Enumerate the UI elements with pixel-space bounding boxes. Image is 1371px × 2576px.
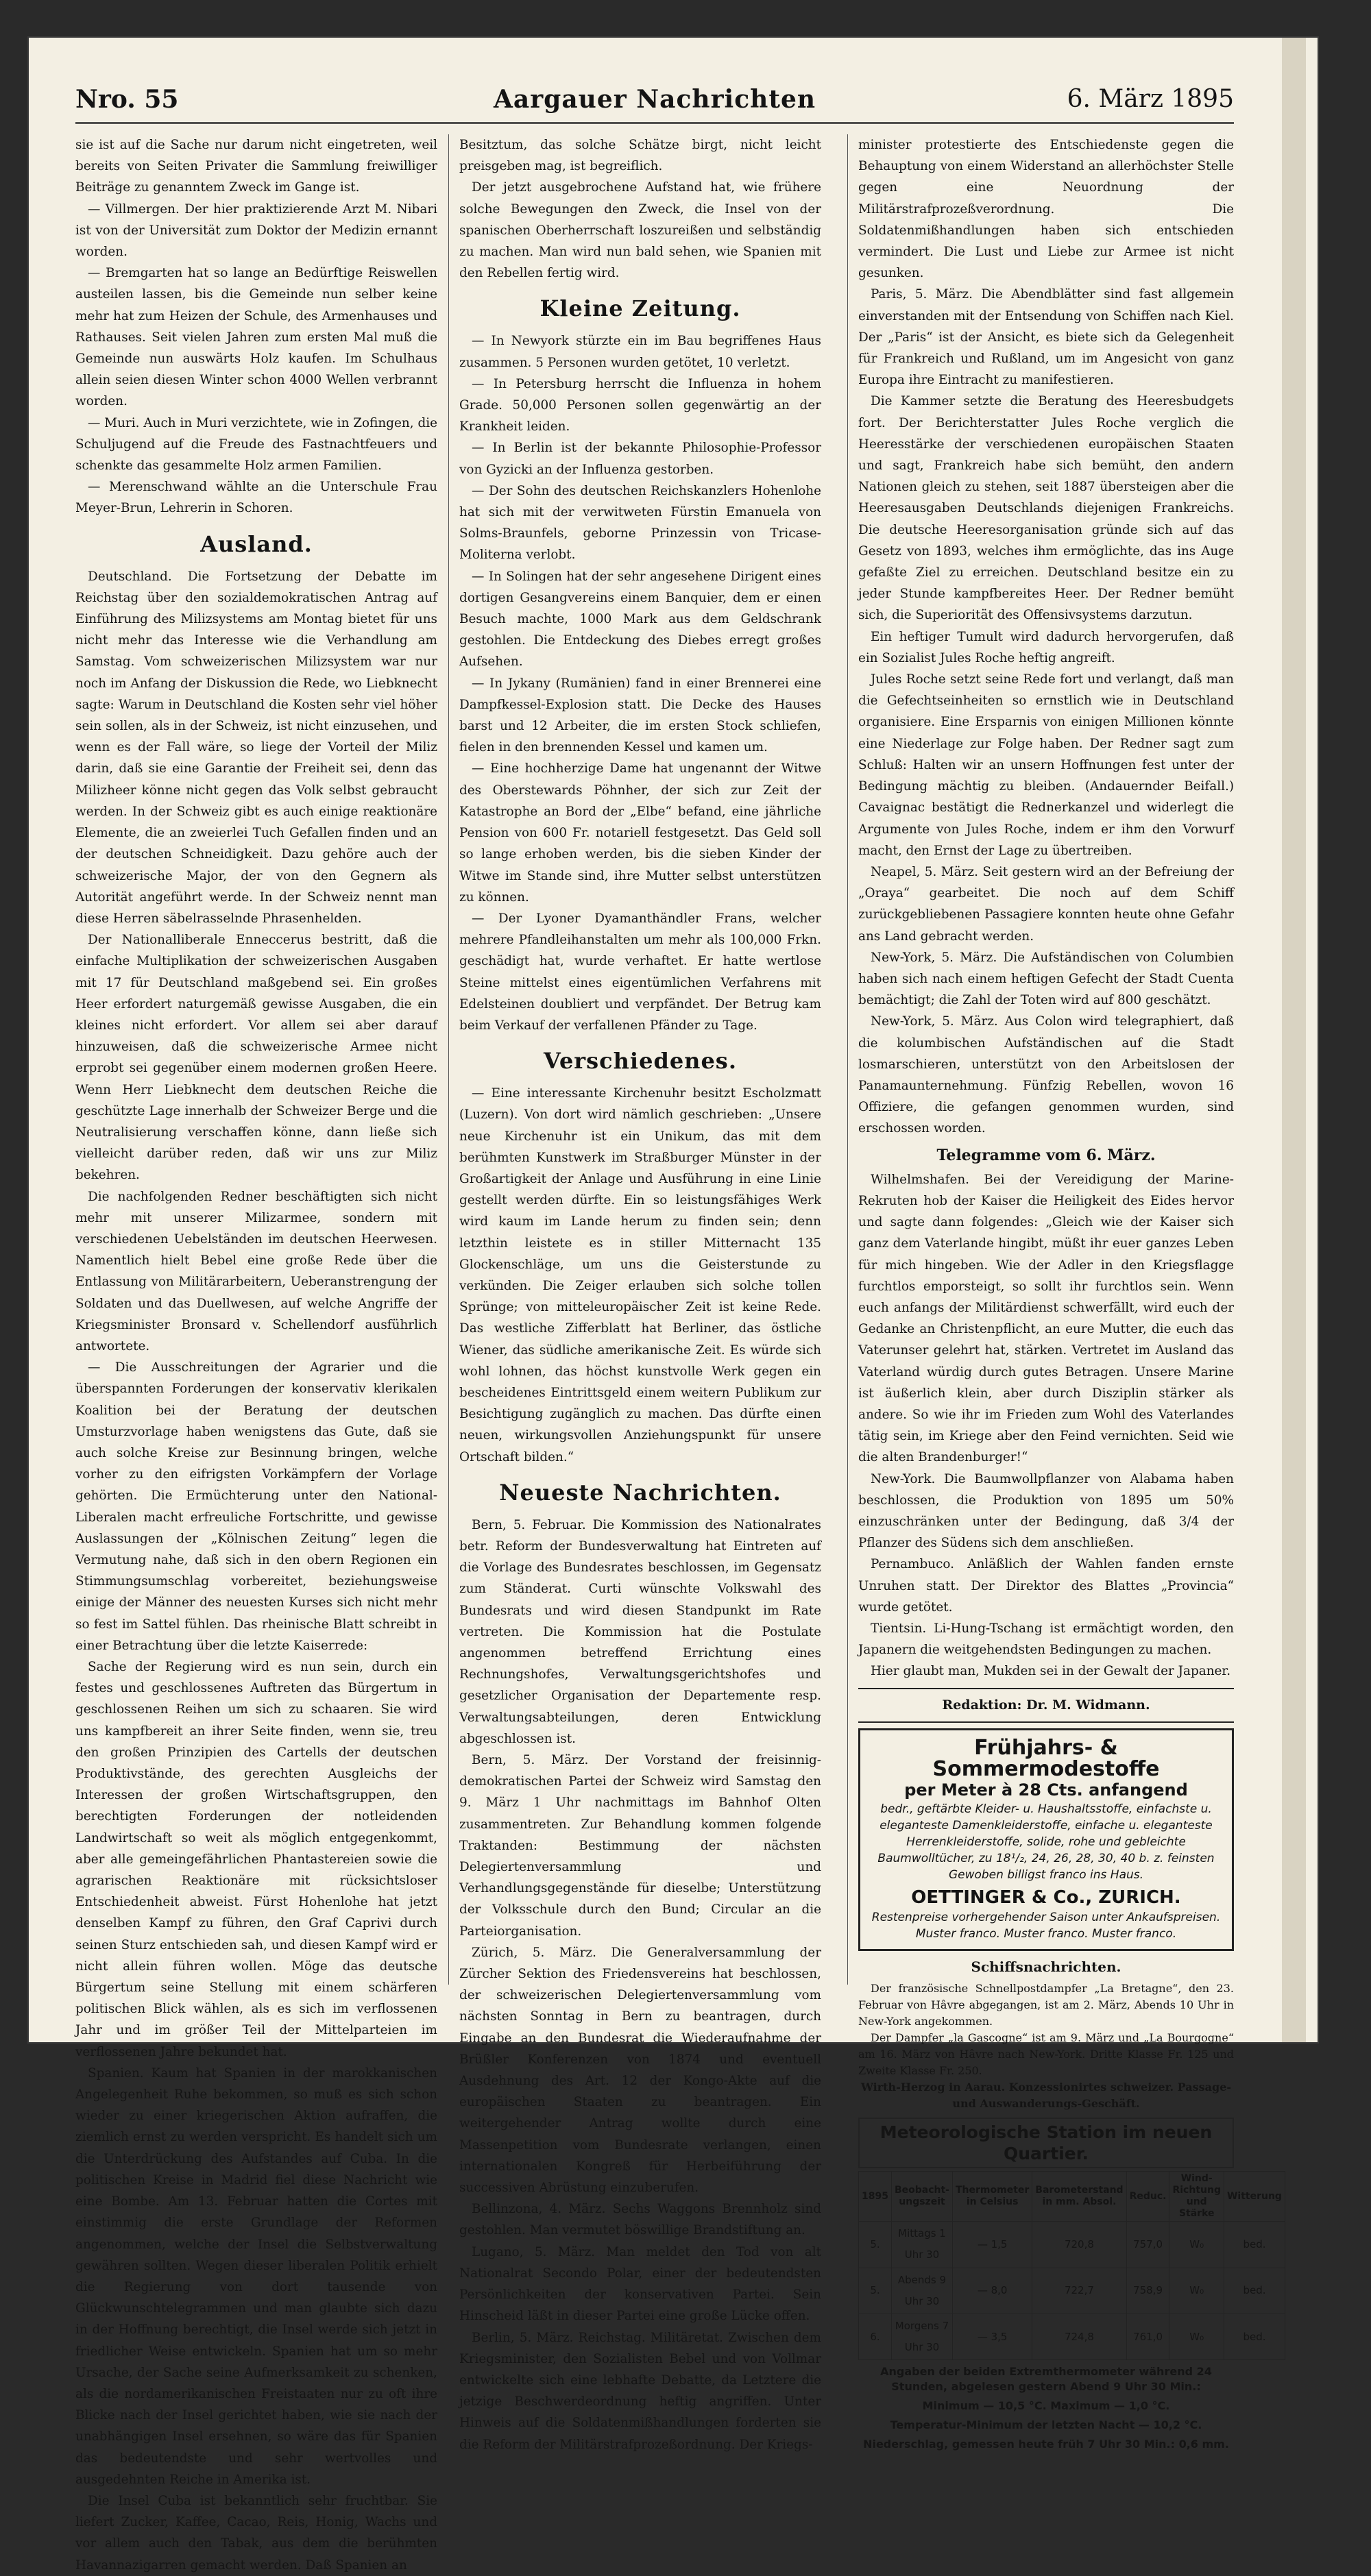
table-cell: 757,0 <box>1126 2222 1169 2268</box>
paragraph: Jules Roche setzt seine Rede fort und verlangt, daß man die Gefechtseinheiten so ernstlich wie in Deutschland organisiere. Eine Ersparnis von einigen Millionen könnte eine Niederlage zur Folge haben. Der Redner sagt zum Schluß: Halten wir an unsern Hoffnungen fest unter der Bedingung mächtig zu bleiben. (Andauernder Beifall.) Cavaignac bestätigt die Rednerkanzel und widerlegt die Argumente von Jules Roche, indem er ihm den Vorwurf macht, den Ernst der Lage zu übertreiben. <box>858 672 1234 858</box>
paragraph: — In Berlin ist der bekannte Philosophie-Professor von Gyzicki an der Influenza gestorben. <box>459 441 821 477</box>
paragraph: — In Solingen hat der sehr angesehene Dirigent eines dortigen Gesangvereins einem Banquier, dem er einen Besuch machte, 1000 Mark aus dem Geldschrank gestohlen. Die Entdeckung des Diebes erregt großes Aufsehen. <box>459 569 821 670</box>
paragraph: — Eine hochherzige Dame hat ungenannt der Witwe des Oberstewards Pöhnher, der sich zur Zeit der Katastrophe an Bord der „Elbe“ befand, eine jährliche Pension von 600 Fr. notariell festgesetzt. Das Geld soll so lange erhoben werden, bis die sieben Kinder der Witwe im Stande sind, ihre Mutter selbst unterstützen zu können. <box>459 761 821 905</box>
paragraph: sie ist auf die Sache nur darum nicht eingetreten, weil bereits von Seiten Privater die Sammlung freiwilliger Beiträge zu genanntem Zweck im Gange ist. <box>75 138 437 195</box>
section-heading: Kleine Zeitung. <box>539 295 741 322</box>
section-heading: Ausland. <box>200 530 313 557</box>
table-cell: — 1,5 <box>953 2222 1032 2268</box>
ad-samples: Muster franco. Muster franco. Muster franco. <box>915 1926 1177 1941</box>
paragraph: — Bremgarten hat so lange an Bedürftige Reiswellen austeilen lassen, bis die Gemeinde nun selber keine mehr hat zum Heizen der Schule, des Armenhauses und Rathauses. Seit vielen Jahren zum ersten Mal muß die Gemeinde nun auswärts Holz kaufen. Im Schulhaus allein seien diesen Winter schon 4000 Wellen verbrannt worden. <box>75 266 437 409</box>
weather-note: Angaben der beiden Extremthermometer während 24 Stunden, abgelesen gestern Abend 9 Uhr 30 Min.: <box>880 2365 1212 2394</box>
ad-body: bedr., geftärbte Kleider- u. Haushaltsstoffe, einfachste u. eleganteste Damenkleiderstoffe, einfache u. eleganteste Herrenkleiderstoffe, solide, rohe und gebleichte Baumwolltücher, zu 18¹/₂, 24, 26, 28, 30, 40 b. z. feinsten Gewoben billigst franco ins Haus. <box>877 1802 1215 1882</box>
table-cell: bed. <box>1224 2222 1285 2268</box>
weather-col-header: Wind-Richtung und Stärke <box>1169 2172 1224 2222</box>
table-cell: 5. <box>859 2268 892 2314</box>
column-3 <box>858 134 1282 2452</box>
paragraph: New-York. Die Baumwollpflanzer von Alabama haben beschlossen, die Produktion von 1895 um 50% einzuschränken unter der Bedingung, daß 3/4 der Pflanzer des Südens sich dem anschließen. <box>858 1471 1234 1551</box>
advertisement-box <box>858 1728 1234 1951</box>
weather-col-header: Beobacht-ungszeit <box>891 2172 952 2222</box>
column-divider <box>847 134 848 1985</box>
table-cell: 6. <box>859 2314 892 2360</box>
shipping-heading: Schiffsnachrichten. <box>971 1958 1121 1975</box>
table-cell: 724,8 <box>1032 2314 1126 2360</box>
paragraph: Neapel, 5. März. Seit gestern wird an der Befreiung der „Oraya“ gearbeitet. Die noch auf dem Schiff zurückgebliebenen Passagiere konnten heute ohne Gefahr ans Land gebracht werden. <box>858 864 1234 944</box>
weather-station-title: Meteorologische Station im neuen Quartier. <box>858 2118 1234 2168</box>
column-divider <box>448 134 449 1985</box>
paragraph: Bellinzona, 4. März. Sechs Waggons Brennholz sind gestohlen. Man vermutet böswillige Brandstiftung an. <box>459 2202 821 2238</box>
table-cell: 720,8 <box>1032 2222 1126 2268</box>
paragraph: Bern, 5. Februar. Die Kommission des Nationalrates betr. Reform der Bundesverwaltung hat Eintreten auf die Vorlage des Bundesrates beschlossen, im Gegensatz zum Ständerat. Curti wünschte Volkswahl des Bundesrats und wird diesen Standpunkt im Rate vertreten. Die Kommission hat die Postulate angenommen betreffend Errichtung eines Rechnungshofes, Verwaltungsgerichtshofes und gesetzlicher Organisation der Departemente resp. Verwaltungsabteilungen, deren Entwicklung abgeschlossen ist. <box>459 1517 821 1746</box>
weather-table <box>858 2171 1285 2360</box>
weather-note: Niederschlag, gemessen heute früh 7 Uhr 30 Min.: 0,6 mm. <box>863 2438 1229 2451</box>
paragraph: Deutschland. Die Fortsetzung der Debatte im Reichstag über den sozialdemokratischen Antrag auf Einführung des Milizsystems am Montag bietet für uns nicht mehr das Interesse wie die Verhandlung am Samstag. Vom schweizerischen Milizsystem war nur noch im Anfang der Diskussion die Rede, wo Liebknecht sagte: Warum in Deutschland die Kosten sehr viel höher sein sollen, als in der Schweiz, ist nicht einzusehen, und wenn es der Fall wäre, so liege der Vorteil der Miliz darin, daß sie eine Garantie der Freiheit sei, denn das Milizheer könne nicht gegen das Volk selbst gebraucht werden. In der Schweiz gibt es auch einige reaktionäre Elemente, die an zweierlei Tuch Gefallen finden und an der deutschen Schneidigkeit. Dazu gehöre auch der schweizerische Major, der von den Gegnern als Autorität angeführt werde. In der Schweiz nennt man diese Herren säbelrasselnde Phrasenhelden. <box>75 569 437 926</box>
issue-number: Nro. 55 <box>75 85 179 114</box>
paragraph: Der jetzt ausgebrochene Aufstand hat, wie frühere solche Bewegungen den Zweck, die Insel von der spanischen Oberherrschaft loszureißen und selbständig zu machen. Man wird nun bald sehen, wie Spanien mit den Rebellen fertig wird. <box>459 180 821 281</box>
paragraph: — In Newyork stürzte ein im Bau begriffenes Haus zusammen. 5 Personen wurden getötet, 10 verletzt. <box>459 334 821 370</box>
column-1 <box>75 134 437 2576</box>
table-cell: 5. <box>859 2222 892 2268</box>
paragraph: Die Kammer setzte die Beratung des Heeresbudgets fort. Der Berichterstatter Jules Roche verglich die Heeresstärke der verschiedenen europäischen Staaten und sagt, Frankreich habe sich bemüht, den andern Nationen gleich zu stehen, seit 1887 übersteigen aber die Heeresausgaben Deutschlands diejenigen Frankreichs. Die deutsche Heeresorganisation gründe sich auf das Gesetz von 1893, welches ihm ermöglichte, das ins Auge gefaßte Ziel zu erreichen. Deutschland besitze ein zu jeder Stunde kampfbereites Heer. Der Redner bemüht sich, die Superiorität des Offensivsystems darzutun. <box>858 394 1234 623</box>
masthead <box>75 81 1234 124</box>
paragraph: Der Nationalliberale Enneccerus bestritt, daß die einfache Multiplikation der schweizerischen Ausgaben mit 17 für Deutschland maßgebend sei. Ein großes Heer erfordert naturgemäß gewisse Ausgaben, die ein kleines nicht erfordert. Vor allem sei aber darauf hinzuweisen, daß die schweizerische Armee nicht erprobt sei gegenüber einem modernen großen Heere. Wenn Herr Liebknecht dem deutschen Reiche die geschützte Lage innerhalb der Schweizer Berge und die Neutralisierung verschaffen könne, dann ließe sich vielleicht darüber reden, daß wir uns zur Miliz bekehren. <box>75 933 437 1183</box>
table-cell: 761,0 <box>1126 2314 1169 2360</box>
table-cell: — 3,5 <box>953 2314 1032 2360</box>
table-cell: 722,7 <box>1032 2268 1126 2314</box>
paragraph: Hier glaubt man, Mukden sei in der Gewalt der Japaner. <box>871 1664 1231 1679</box>
ad-title: Frühjahrs- & Sommermodestoffe <box>932 1735 1160 1782</box>
table-cell: bed. <box>1224 2314 1285 2360</box>
divider <box>858 1688 1234 1689</box>
paragraph: — Eine interessante Kirchenuhr besitzt Escholzmatt (Luzern). Von dort wird nämlich geschrieben: „Unsere neue Kirchenuhr ist ein Unikum, das mit dem berühmten Kunstwerk im Straßburger Münster in der Großartigkeit der Anlage und Ausführung in eine Linie gestellt werden dürfte. Ein so leistungsfähiges Werk wird kaum im Lande herum zu finden sein; denn letzthin leistete es in stiller Mitternacht 135 Glockenschläge, um uns die Geisterstunde zu verkünden. Die Zeiger erlauben sich solche tollen Sprünge; von mitteleuropäischer Zeit ist keine Rede. Das westliche Zifferblatt hat Berliner, das östliche Wiener, das südliche amerikanische Zeit. Es würde sich wohl lohnen, das höchst kunstvolle Werk gegen ein bescheidenes Eintrittsgeld einem weitern Publikum zur Besichtigung zugänglich zu machen. Das dürfte einen neuen, wirkungsvollen Anziehungspunkt für unsere Ortschaft bilden.“ <box>459 1086 821 1464</box>
weather-col-header: 1895 <box>859 2172 892 2222</box>
paragraph: Ein heftiger Tumult wird dadurch hervorgerufen, daß ein Sozialist Jules Roche heftig angreift. <box>858 629 1234 665</box>
paragraph: Zürich, 5. März. Die Generalversammlung der Zürcher Sektion des Friedensvereins hat beschlossen, der schweizerischen Delegiertenversammlung vom nächsten Sonntag in Bern zu beantragen, durch Eingabe an den Bundesrat die Wiederaufnahme der Brüßler Konferenzen von 1874 und eventuell Ausdehnung des Art. 12 der Kongo-Akte auf die europäischen Staaten zu beantragen. Ein weitergehender Antrag wollte durch eine Massenpetition vom Bundesrate verlangen, einen internationalen Kongreß für Herbeiführung der successiven Abrüstung einzuberufen. <box>459 1945 821 2196</box>
weather-col-header: Barometerstand in mm. Absol. <box>1032 2172 1126 2222</box>
table-cell: bed. <box>1224 2268 1285 2314</box>
paragraph: — Der Lyoner Dyamanthändler Frans, welcher mehrere Pfandleihanstalten um mehr als 100,000 Frkn. geschädigt hat, wurde verhaftet. Er hatte wertlose Steine mittelst eines eigentümlichen Verfahrens mit Edelsteinen doubliert und verpfändet. Der Betrug kam beim Verkauf der verfallenen Pfänder zu Tage. <box>459 911 821 1033</box>
table-cell: — 8,0 <box>953 2268 1032 2314</box>
weather-col-header: Witterung <box>1224 2172 1285 2222</box>
weather-table-header <box>859 2172 1285 2222</box>
paragraph: — Der Sohn des deutschen Reichskanzlers Hohenlohe hat sich mit der verwitweten Fürstin Emanuela von Solms-Braunfels, geborne Prinzessin von Tricase-Moliterna verlobt. <box>459 483 821 563</box>
table-cell: Abends 9 Uhr 30 <box>891 2268 952 2314</box>
table-row <box>859 2222 1285 2268</box>
paragraph: — Die Ausschreitungen der Agrarier und die überspannten Forderungen der konservativ klerikalen Koalition bei der Beratung der deutschen Umsturzvorlage haben wenigstens das Gute, daß sie auch solche Kreise zur Besinnung bringen, welche vorher zu den eifrigsten Vorkämpfern der Vorlage gehörten. Die Ermüchterung unter den National-Liberalen macht erfreuliche Fortschritte, und gewisse Auslassungen der „Kölnischen Zeitung“ legen die Vermutung nahe, daß sich in den obern Regionen ein Stimmungsumschlag vorbereitet, beziehungsweise einige der Männer des neuesten Kurses sich nicht mehr so fest im Sattel fühlen. Das rheinische Blatt schreibt in einer Betrachtung über die letzte Kaiserrede: <box>75 1360 437 1653</box>
paragraph: Lugano, 5. März. Man meldet den Tod von alt Nationalrat Secondo Polar, einer der bedeutendsten Persönlichkeiten der konservativen Partei. Sein Hinscheid läßt in dieser Partei eine große Lücke offen. <box>459 2244 821 2324</box>
ad-firm: OETTINGER & Co., ZURICH. <box>911 1887 1181 1909</box>
paragraph: Paris, 5. März. Die Abendblätter sind fast allgemein einverstanden mit der Entsendung von Schiffen nach Kiel. Der „Paris“ ist der Ansicht, es biete sich da Gelegenheit für Frankreich und Rußland, um im Angesicht von ganz Europa ihre Eintracht zu manifestieren. <box>858 287 1234 388</box>
paragraph: Pernambuco. Anläßlich der Wahlen fanden ernste Unruhen statt. Der Direktor des Blattes „Provincia“ wurde getötet. <box>858 1557 1234 1615</box>
column-2 <box>459 134 821 2455</box>
section-heading: Verschiedenes. <box>544 1048 737 1075</box>
issue-date: 6. März 1895 <box>1067 85 1234 113</box>
paragraph: — In Jykany (Rumänien) fand in einer Brennerei eine Dampfkessel-Explosion statt. Die Decke des Hauses barst und 12 Arbeiter, die im ersten Stock schliefen, fielen in den brennenden Kessel und kamen um. <box>459 676 821 755</box>
ad-price: per Meter à 28 Cts. anfangend <box>904 1780 1188 1800</box>
editor-credit: Redaktion: Dr. M. Widmann. <box>942 1697 1150 1713</box>
weather-col-header: Thermometer in Celsius <box>953 2172 1032 2222</box>
weather-note: Temperatur-Minimum der letzten Nacht — 10,2 °C. <box>890 2418 1202 2432</box>
table-cell: W₀ <box>1169 2222 1224 2268</box>
table-row <box>859 2314 1285 2360</box>
paragraph: New-York, 5. März. Die Aufständischen von Columbien haben sich nach einem heftigen Gefecht der Stadt Cuenta bemächtigt; die Zahl der Toten wird auf 800 geschätzt. <box>858 950 1234 1008</box>
paragraph: Die Insel Cuba ist bekanntlich sehr fruchtbar. Sie liefert Zucker, Kaffee, Cacao, Reis, Honig, Wachs und vor allem auch den Tabak, aus dem die berühmten Havannazigarren gemacht werden. Daß Spanien an <box>75 2493 437 2573</box>
page-edge <box>1282 38 1306 2042</box>
weather-col-header: Reduc. <box>1126 2172 1169 2222</box>
shipping-agent: Wirth-Herzog in Aarau. Konzessionirtes schweizer. Passage- und Auswanderungs-Geschäft. <box>860 2080 1232 2110</box>
divider <box>858 1721 1234 1723</box>
table-cell: W₀ <box>1169 2314 1224 2360</box>
section-heading: Telegramme vom 6. März. <box>936 1146 1156 1164</box>
paragraph: Tientsin. Li-Hung-Tschang ist ermächtigt worden, den Japanern die weitgehendsten Bedingungen zu machen. <box>858 1621 1234 1658</box>
table-row <box>859 2268 1285 2314</box>
paragraph: New-York, 5. März. Aus Colon wird telegraphiert, daß die kolumbischen Aufständischen auf die Stadt losmarschieren, unterstützt von den Arbeitslosen der Panamaunternehmung. Fünfzig Rebellen, wovon 16 Offiziere, die gefangen genommen wurden, sind erschossen worden. <box>858 1014 1234 1136</box>
shipping-notice: Der französische Schnellpostdampfer „La Bretagne“, den 23. Februar von Hâvre abgegangen, ist am 2. März, Abends 10 Uhr in New-York angekommen. <box>858 1981 1234 2028</box>
ad-footnote: Restenpreise vorhergehender Saison unter Ankaufspreisen. <box>871 1910 1221 1924</box>
paragraph: Berlin, 5. März. Reichstag. Militäretat. Zwischen dem Kriegsminister, den Sozialisten Bebel und von Vollmar entwickelte sich eine lebhafte Debatte, da Letztere die jetzige Beschwerdeordnung heftig angriffen. Unter Hinweis auf die Soldatenmißhandlungen forderten sie die Reform der Militärstrafprozeßordnung. Der Kriegs- <box>459 2330 821 2452</box>
table-cell: 758,9 <box>1126 2268 1169 2314</box>
paragraph: — Merenschwand wählte an die Unterschule Frau Meyer-Brun, Lehrerin in Schoren. <box>75 480 437 516</box>
paragraph: Spanien. Kaum hat Spanien in der marokkanischen Angelegenheit Ruhe bekommen, so muß es sich schon wieder zu einer kriegerischen Aktion aufraffen, die ziemlich ernst zu werden verspricht. Es handelt sich um die Unterdrückung des Aufstandes auf Cuba. In die politischen Kreise in Madrid fiel diese Nachricht wie eine Bombe. Am 13. Februar hatten die Cortes mit einstimmig die erste Grundlage der Reformen angenommen, welche der Insel die Selbstverwaltung gewähren sollten. Wegen dieser liberalen Politik erhielt die Regierung von dort tausende von Glückwunschtelegrammen und man glaubte sich dazu in der Hoffnung berechtigt, die Insel werde sich jetzt in friedlicher Weise entwickeln. Spanien hat um so mehr Ursache, der Sache seine Aufmerksamkeit zu schenken, als die nordamerikanischen Freistaaten nur zu oft ihre Blicke nach der Insel gerichtet haben, wie sie nach der unabhängigen Insel ersehnen, so wäre das für Spanien das bedeutendste und sehr wertvolles und ausgedehnten Reiche in Amerika ist. <box>75 2065 437 2487</box>
weather-note: Minimum — 10,5 °C. Maximum — 1,0 °C. <box>922 2399 1170 2413</box>
newspaper-title: Aargauer Nachrichten <box>493 85 816 114</box>
paragraph: — Muri. Auch in Muri verzichtete, wie in Zofingen, die Schuljugend auf die Freude des Fastnachtfeuers und schenkte das gesammelte Holz armen Familien. <box>75 415 437 474</box>
section-heading: Neueste Nachrichten. <box>499 1479 781 1506</box>
paragraph: Besitztum, das solche Schätze birgt, nicht leicht preisgeben mag, ist begreiflich. <box>459 138 821 174</box>
paragraph: minister protestierte des Entschiedenste gegen die Behauptung von einem Widerstand an allerhöchster Stelle gegen eine Neuordnung der Militärstrafprozeßverordnung. Die Soldatenmißhandlungen haben sich entschieden vermindert. Die Lust und Liebe zur Armee ist nicht gesunken. <box>858 138 1234 281</box>
table-cell: W₀ <box>1169 2268 1224 2314</box>
paragraph: Die nachfolgenden Redner beschäftigten sich nicht mehr mit unserer Milizarmee, sondern mit verschiedenen Uebelständen im deutschen Heerwesen. Namentlich hielt Bebel eine große Rede über die Entlassung von Militärarbeitern, Ueberanstrengung der Soldaten und das Duellwesen, auf welche Angriffe der Kriegsminister Bronsard v. Schellendorf ausführlich antwortete. <box>75 1189 437 1353</box>
paragraph: — In Petersburg herrscht die Influenza in hohem Grade. 50,000 Personen sollen gegenwärtig an der Krankheit leiden. <box>459 376 821 434</box>
paragraph: — Villmergen. Der hier praktizierende Arzt M. Nibari ist von der Universität zum Doktor der Medizin ernannt worden. <box>75 201 437 260</box>
paragraph: Sache der Regierung wird es nun sein, durch ein festes und geschlossenes Auftreten das Bürgertum in geschlossenen Reihen um sich zu schaaren. Sie wird uns kampfbereit an ihrer Seite finden, wenn sie, treu den großen Prinzipien des Cartells der deutschen Produktivstände, des gerechten Ausgleichs der Interessen der großen Wirtschaftsgruppen, den berechtigten Forderungen der notleidenden Landwirtschaft so weit als möglich entgegenkommt, aber alle gemeingefährlichen Phantastereien sowie die agrarischen Reaktionäre mit rücksichtsloser Entschiedenheit abweist. Fürst Hohenlohe hat jetzt denselben Kampf zu führen, den Graf Caprivi durch seinen Sturz entschieden sah, und diesen Kampf wird er nicht allein führen wollen. Möge das deutsche Bürgertum seine Stellung mit einem schärferen politischen Blick wählen, als es sich im verflossenen Jahr und im größer Teil der Mittelparteien im verflossenen Jahre bekundet hat. <box>75 1660 437 2059</box>
page-content <box>75 81 1282 2573</box>
paragraph: Bern, 5. März. Der Vorstand der freisinnig-demokratischen Partei der Schweiz wird Samstag den 9. März 1 Uhr nachmittags im Bahnhof Olten zusammentreten. Zur Behandlung kommen folgende Traktanden: Bestimmung der nächsten Delegiertenversammlung und Verhandlungsgegenstände für dieselbe; Unterstützung der Volksschule durch den Bund; Circular an die Parteiorganisation. <box>459 1753 821 1939</box>
paragraph: Wilhelmshafen. Bei der Vereidigung der Marine-Rekruten hob der Kaiser die Heiligkeit des Eides hervor und sagte dann folgendes: „Gleich wie der Kaiser sich ganz dem Vaterlande hingibt, müßt ihr euer ganzes Leben für mich hingeben. Wie der Adler in den Kriegsflagge furchtlos emporsteigt, so sollt ihr furchtlos sein. Wenn euch anfangs der Militärdienst schwerfällt, wird euch der Gedanke an Christenpflicht, an eure Mutter, die euch das Vaterunser gelehrt hat, stärken. Vertretet im Ausland das Vaterland würdig durch gutes Betragen. Unsere Marine ist äußerlich klein, aber durch Disziplin stärker als andere. So wie ihr im Frieden zum Wohl des Vaterlandes tätig sein, im Kriege aber den Feind vernichten. Seid wie die alten Brandenburger!“ <box>858 1172 1234 1465</box>
table-cell: Morgens 7 Uhr 30 <box>891 2314 952 2360</box>
table-cell: Mittags 1 Uhr 30 <box>891 2222 952 2268</box>
shipping-notice: Der Dampfer „la Gascogne“ ist am 9. März und „La Bourgogne“ am 16. März von Hâvre nach New-York. Dritte Klasse Fr. 125 und Zweite Klasse Fr. 250. <box>858 2031 1234 2077</box>
